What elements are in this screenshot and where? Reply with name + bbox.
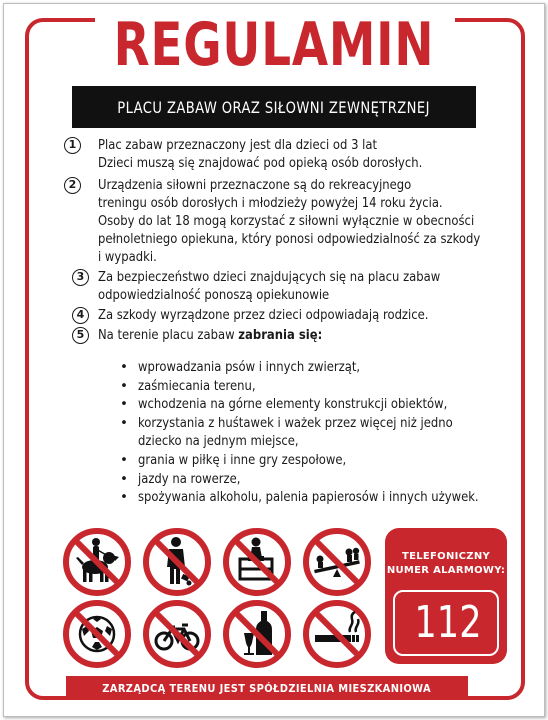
prohibited-text: • zaśmiecania terenu, bbox=[138, 377, 256, 394]
emergency-number-frame bbox=[393, 590, 499, 656]
prohibited-text: • grania w piłkę i inne gry zespołowe, bbox=[138, 451, 347, 468]
subtitle-bar bbox=[72, 86, 476, 128]
sign-title: REGULAMIN bbox=[113, 10, 435, 80]
no-dogs-icon bbox=[62, 527, 132, 597]
emergency-label-line-1: TELEFONICZNY bbox=[401, 551, 491, 562]
prohibited-item bbox=[120, 488, 534, 507]
rule-lead: Na terenie placu zabaw bbox=[98, 327, 239, 343]
rule-text: i wypadki. bbox=[98, 249, 157, 265]
no-ball-games-icon bbox=[62, 599, 132, 669]
emergency-number-label bbox=[385, 550, 507, 578]
rule-text: pełnoletniego opiekuna, który ponosi odpowiedzialność za szkody bbox=[98, 231, 481, 247]
rules-list bbox=[64, 136, 504, 344]
rule-lead-emphasis: zabrania się: bbox=[238, 327, 323, 343]
rule-text: Dzieci muszą się znajdować pod opieką osób dorosłych. bbox=[98, 155, 423, 171]
emergency-number-panel bbox=[385, 528, 507, 664]
prohibited-item bbox=[120, 451, 534, 470]
prohibited-text: • korzystania z huśtawek i ważek przez więcej niż jedno bbox=[138, 414, 453, 431]
prohibited-text: • wprowadzania psów i innych zwierząt, bbox=[138, 359, 361, 375]
emergency-number: 112 bbox=[414, 597, 482, 648]
emergency-label-line-2: NUMER ALARMOWY: bbox=[386, 565, 506, 576]
sign-subtitle: PLACU ZABAW ORAZ SIŁOWNI ZEWNĘTRZNEJ bbox=[117, 97, 431, 117]
prohibited-text: • spożywania alkoholu, palenia papierosów i innych używek. bbox=[138, 489, 479, 506]
rule-5 bbox=[64, 326, 504, 344]
rule-number: 1 bbox=[64, 137, 81, 154]
rule-3 bbox=[64, 268, 504, 304]
rule-number: 4 bbox=[72, 307, 89, 324]
footer-text: ZARZĄDCĄ TERENU JEST SPÓŁDZIELNIA MIESZKANIOWA bbox=[102, 681, 432, 695]
prohibited-list bbox=[120, 358, 534, 507]
rule-number: 3 bbox=[72, 269, 89, 286]
prohibited-item bbox=[120, 395, 534, 414]
prohibited-item bbox=[120, 377, 534, 396]
no-seesaw-crowding-icon bbox=[302, 527, 372, 597]
rule-text: odpowiedzialność ponoszą opiekunowie bbox=[98, 287, 330, 303]
no-littering-icon bbox=[142, 527, 212, 597]
prohibited-text: dziecko na jednym miejsce, bbox=[138, 433, 299, 450]
prohibited-text: • wchodzenia na górne elementy konstrukcji obiektów, bbox=[138, 396, 448, 413]
rule-text: Osoby do lat 18 mogą korzystać z siłowni wyłącznie w obecności bbox=[98, 213, 475, 229]
rule-number: 5 bbox=[72, 327, 89, 344]
rule-text: Za szkody wyrządzone przez dzieci odpowiadają rodzice. bbox=[98, 307, 429, 323]
footer-bar bbox=[66, 676, 468, 700]
no-smoking-icon bbox=[302, 599, 372, 669]
rule-2 bbox=[64, 176, 504, 266]
rule-text: treningu osób dorosłych i młodzieży powyżej 14 roku życia. bbox=[98, 195, 443, 211]
rule-text: Urządzenia siłowni przeznaczone są do rekreacyjnego bbox=[98, 177, 412, 193]
rule-text: Plac zabaw przeznaczony jest dla dzieci od 3 lat bbox=[98, 137, 378, 153]
rule-text: Za bezpieczeństwo dzieci znajdujących się na placu zabaw bbox=[98, 269, 441, 285]
rule-number: 2 bbox=[64, 177, 81, 194]
rule-4 bbox=[64, 306, 504, 324]
prohibited-item bbox=[120, 358, 534, 377]
prohibited-item bbox=[120, 414, 534, 451]
no-alcohol-icon bbox=[222, 599, 292, 669]
no-climbing-icon bbox=[222, 527, 292, 597]
prohibited-text: • jazdy na rowerze, bbox=[138, 470, 241, 487]
prohibition-icons bbox=[62, 527, 378, 667]
no-cycling-icon bbox=[142, 599, 212, 669]
prohibited-item bbox=[120, 470, 534, 489]
rule-text bbox=[98, 326, 447, 344]
rule-1 bbox=[64, 136, 504, 172]
